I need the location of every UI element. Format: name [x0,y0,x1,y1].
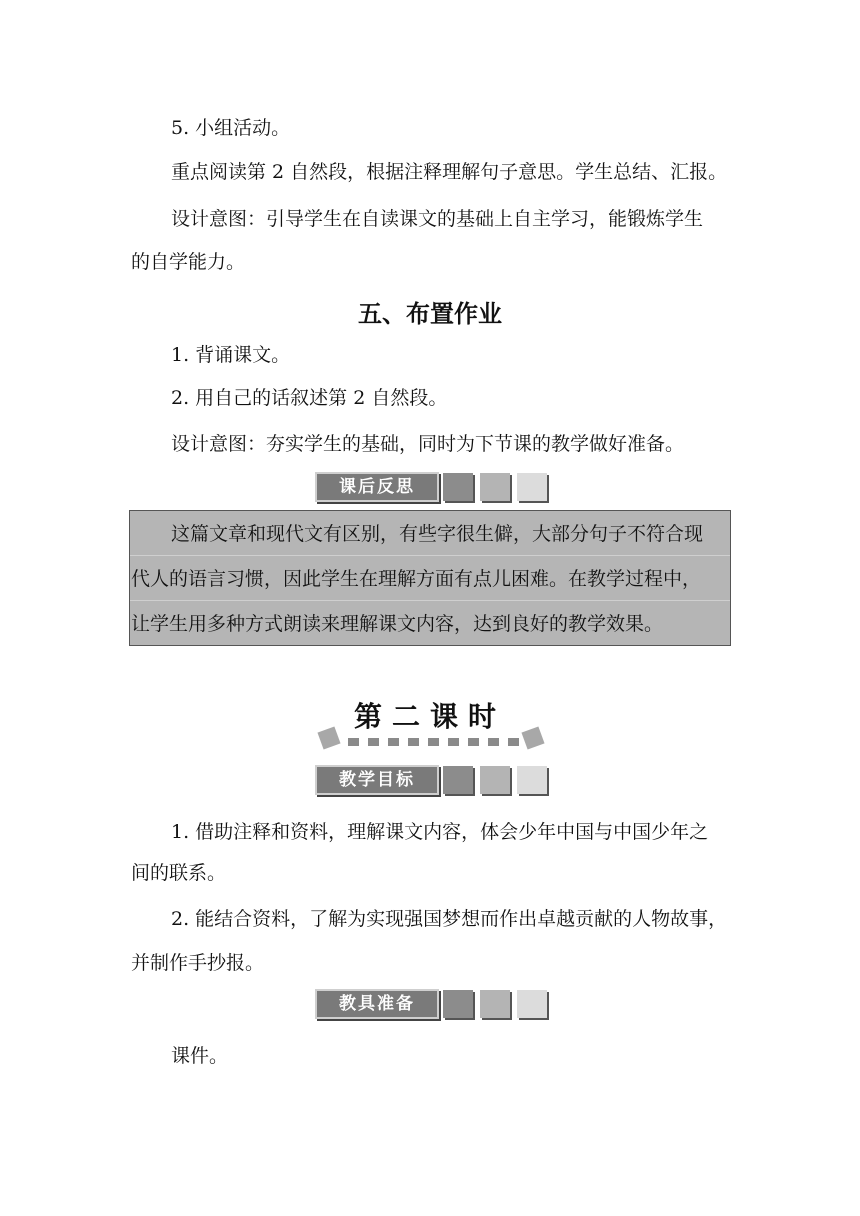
decor-square-dark [443,473,473,501]
decor-corner-left [317,726,340,749]
homework-design-intent: 设计意图：夯实学生的基础，同时为下节课的教学做好准备。 [171,433,685,455]
reflection-line-2: 代人的语言习惯，因此学生在理解方面有点儿困难。在教学过程中， [131,568,702,590]
decor-square-dark [443,766,473,794]
prep-content: 课件。 [171,1045,229,1067]
decor-square-mid [480,473,510,501]
decor-square-mid [480,766,510,794]
reflection-box [129,510,731,646]
goals-label: 教学目标 [315,765,439,795]
reflection-label-banner [315,470,545,504]
homework-item-2: 2. 用自己的话叙述第 2 自然段。 [171,387,448,409]
title-decoration [318,727,544,749]
goal-1-line1: 1. 借助注释和资料，理解课文内容，体会少年中国与中国少年之 [171,821,709,843]
decor-square-light [517,473,547,501]
decor-dot [388,738,399,746]
activity-item-5-detail: 重点阅读第 2 自然段，根据注释理解句子意思。学生总结、汇报。 [171,161,728,183]
second-period-title: 第二课时 [353,700,506,733]
prep-label: 教具准备 [315,989,439,1019]
reflection-line-3: 让学生用多种方式朗读来理解课文内容，达到良好的教学效果。 [131,613,664,635]
decor-dot [368,738,379,746]
reflection-line-1: 这篇文章和现代文有区别，有些字很生僻，大部分句子不符合现 [171,523,704,545]
decor-dot [408,738,419,746]
goal-2-line2: 并制作手抄报。 [131,952,265,974]
decor-dot [348,738,359,746]
decor-dot [488,738,499,746]
homework-item-1: 1. 背诵课文。 [171,344,291,366]
goal-2-line1: 2. 能结合资料，了解为实现强国梦想而作出卓越贡献的人物故事， [171,908,728,930]
design-intent-1-line1: 设计意图：引导学生在自读课文的基础上自主学习，能锻炼学生 [171,208,704,230]
activity-item-5: 5. 小组活动。 [171,117,291,139]
homework-heading: 五、布置作业 [358,299,502,328]
goals-label-banner [315,763,545,797]
decor-square-mid [480,990,510,1018]
design-intent-1-line2: 的自学能力。 [131,251,246,273]
reflection-rule [130,555,730,556]
reflection-rule [130,600,730,601]
decor-square-light [517,990,547,1018]
decor-square-dark [443,990,473,1018]
decor-square-light [517,766,547,794]
prep-label-banner [315,987,545,1021]
reflection-label: 课后反思 [315,472,439,502]
decor-dot [428,738,439,746]
goal-1-line2: 间的联系。 [131,862,227,884]
decor-dot [508,738,519,746]
decor-corner-right [521,726,544,749]
decor-dot [448,738,459,746]
decor-dot [468,738,479,746]
